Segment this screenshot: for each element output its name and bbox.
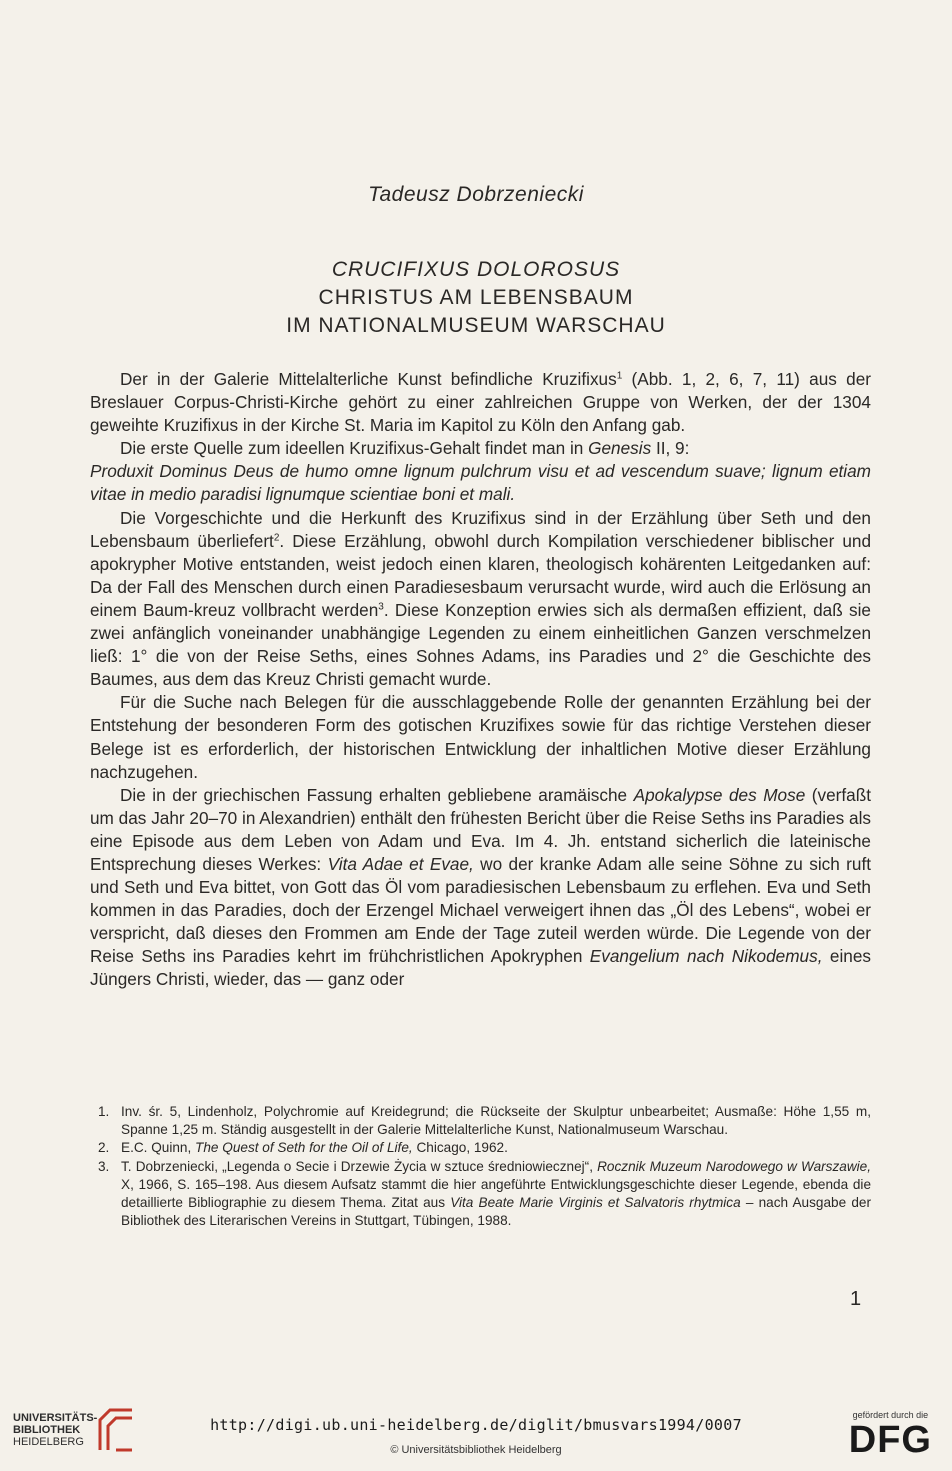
- footnote-text: T. Dobrzeniecki, „Legenda o Secie i Drzewie Życia w sztuce średniowiecznej“,: [121, 1158, 598, 1174]
- italic-vita: Vita Adae et Evae,: [327, 853, 474, 874]
- text-span: Die Vorgeschichte und die Herkunft des Kruzifixus sind in der Erzählung über Seth und den Lebensbaum überliefert: [90, 507, 871, 551]
- footnote-italic: Rocznik Muzeum Narodowego w Warszawie,: [597, 1158, 872, 1174]
- title-line-3: IM NATIONALMUSEUM WARSCHAU: [286, 314, 666, 337]
- text-span: (verfaßt um das Jahr 20–70 in Alexandrien) enthält den frühesten Bericht über die Reise Seths ins Paradies als eine Episode aus dem Leben von Adam und Eva. Im 4. Jh. entstand sicherlich die lateinische Entsprechung dieses Werkes:: [90, 784, 871, 874]
- dfg-logo-text: DFG: [848, 1419, 932, 1461]
- footer-bar: [0, 1382, 952, 1471]
- paragraph-1: [90, 368, 871, 437]
- italic-genesis: Genesis: [588, 438, 652, 459]
- italic-evangelium: Evangelium nach Nikodemus,: [589, 946, 823, 967]
- paragraph-2: [90, 437, 871, 460]
- title-line-2: CHRISTUS AM LEBENSBAUM: [318, 286, 634, 309]
- text-span: eines Jüngers Christi, wieder, das — ganz oder: [90, 946, 871, 990]
- latin-quote-text: Produxit Dominus Deus de humo omne lignum pulchrum visu et ad vescendum suave; lignum etiam vitae in medio paradisi lignumque scientiae boni et mali.: [90, 461, 871, 505]
- text-span: Die erste Quelle zum ideellen Kruzifixus-Gehalt findet man in: [120, 438, 589, 459]
- copyright-notice: © Universitätsbibliothek Heidelberg: [390, 1444, 562, 1456]
- footnote-italic: The Quest of Seth for the Oil of Life,: [195, 1140, 413, 1156]
- author-name: Tadeusz Dobrzeniecki: [368, 183, 584, 206]
- paragraph-4: [90, 691, 871, 783]
- footnote-text: Inv. śr. 5, Lindenholz, Polychromie auf Kreidegrund; die Rückseite der Skulptur unbearbeitet; Ausmaße: Höhe 1,55 m, Spanne 1,25 m. Ständig ausgestellt in der Galerie Mittelalterliche Kunst, Nationalmuseum Warschau.: [121, 1104, 871, 1138]
- paragraph-5: [90, 784, 871, 992]
- footnote-text: – nach Ausgabe der Bibliothek des Literarischen Vereins in Stuttgart, Tübingen, 1988.: [121, 1195, 871, 1229]
- text-span: Der in der Galerie Mittelalterliche Kunst befindliche Kruzifixus: [120, 369, 617, 389]
- text-span: (Abb. 1, 2, 6, 7, 11) aus der Breslauer Corpus-Christi-Kirche gehört zu einer zahlreichen Gruppe von Werken, der der 1304 geweihte Kruzifixus in der Kirche St. Maria im Kapitol zu Köln den Anfang gab.: [90, 369, 871, 436]
- footnote-number: 2.: [98, 1140, 110, 1156]
- text-span: . Diese Erzählung, obwohl durch Kompilation verschiedener biblischer und apokrypher Motive entstanden, weist jedoch einen klaren, theologisch kohärenten Leitgedanken auf: Da der Fall des Menschen durch einen Paradiesesbaum verursacht wurde, wird auch die Erlösung an einem Baum-kreuz vollbracht werden: [90, 530, 871, 620]
- dfg-caption: gefördert durch die: [852, 1410, 929, 1420]
- article-title: [0, 256, 952, 340]
- title-line-1: CRUCIFIXUS DOLOROSUS: [331, 258, 621, 281]
- footnote-ref-1[interactable]: 1: [616, 370, 623, 382]
- latin-quote: [90, 460, 871, 506]
- text-span: . Diese Konzeption erwies sich als dermaßen effizient, daß sie zwei anfänglich voneinander unabhängige Legenden zu einem einheitlichen Ganzen verschmelzen ließ: 1° die von der Reise Seths, eines Sohnes Adams, ins Paradies und 2° die Geschichte des Baumes, aus dem das Kreuz Christi gemacht wurde.: [90, 599, 871, 690]
- library-logo-line: HEIDELBERG: [13, 1436, 84, 1448]
- text-span: II, 9:: [651, 438, 690, 459]
- text-span: wo der kranke Adam alle seine Söhne zu sich ruft und Seth und Eva bittet, von Gott das Öl vom paradiesischen Lebensbaum zu erflehen. Eva und Seth kommen in das Paradies, doch der Erzengel Michael verweigert ihnen das „Öl des Lebens“, wobei er verspricht, daß dieses den Frommen am Ende der Tage zuteil werden würde. Die Legende von der Reise Seths ins Paradies kehrt im frühchristlichen Apokryphen: [90, 853, 871, 967]
- footnote-italic: Vita Beate Marie Virginis et Salvatoris rhytmica: [450, 1195, 741, 1211]
- footnote-text: E.C. Quinn,: [121, 1140, 196, 1156]
- footnotes: [90, 1103, 871, 1230]
- footnote-number: 1.: [98, 1104, 110, 1119]
- library-logo-line: UNIVERSITÄTS-: [13, 1412, 98, 1424]
- dfg-logo: [849, 1410, 932, 1460]
- text-span: Die in der griechischen Fassung erhalten gebliebene aramäische: [120, 784, 634, 805]
- footnote-text: Chicago, 1962.: [412, 1140, 508, 1156]
- footnote-number: 3.: [98, 1158, 110, 1174]
- body-text: [90, 368, 871, 992]
- library-logo-line: BIBLIOTHEK: [13, 1424, 81, 1436]
- footnote-3: [90, 1158, 871, 1231]
- footnote-ref-2[interactable]: 2: [273, 531, 280, 543]
- footnote-ref-3[interactable]: 3: [378, 601, 384, 613]
- italic-apokalypse: Apokalypse des Mose: [633, 784, 806, 805]
- footnote-2: [90, 1139, 871, 1157]
- text-span: Für die Suche nach Belegen für die ausschlaggebende Rolle der genannten Erzählung bei der Entstehung der besonderen Form des gotischen Kruzifixes sowie für das richtige Verstehen dieser Belege ist es erforderlich, der historischen Entwicklung der inhaltlichen Motive dieser Erzählung nachzugehen.: [90, 692, 871, 782]
- footnote-text: X, 1966, S. 165–198. Aus diesem Aufsatz stammt die hier angeführte Entwicklungsgeschichte dieser Legende, ebenda die detaillierte Bibliographie zu diesem Thema. Zitat aus: [121, 1176, 871, 1211]
- document-url-link[interactable]: http://digi.ub.uni-heidelberg.de/diglit/bmusvars1994/0007: [210, 1416, 742, 1434]
- paragraph-3: [90, 507, 871, 692]
- footnote-1: [90, 1103, 871, 1139]
- page-number: 1: [850, 1288, 862, 1310]
